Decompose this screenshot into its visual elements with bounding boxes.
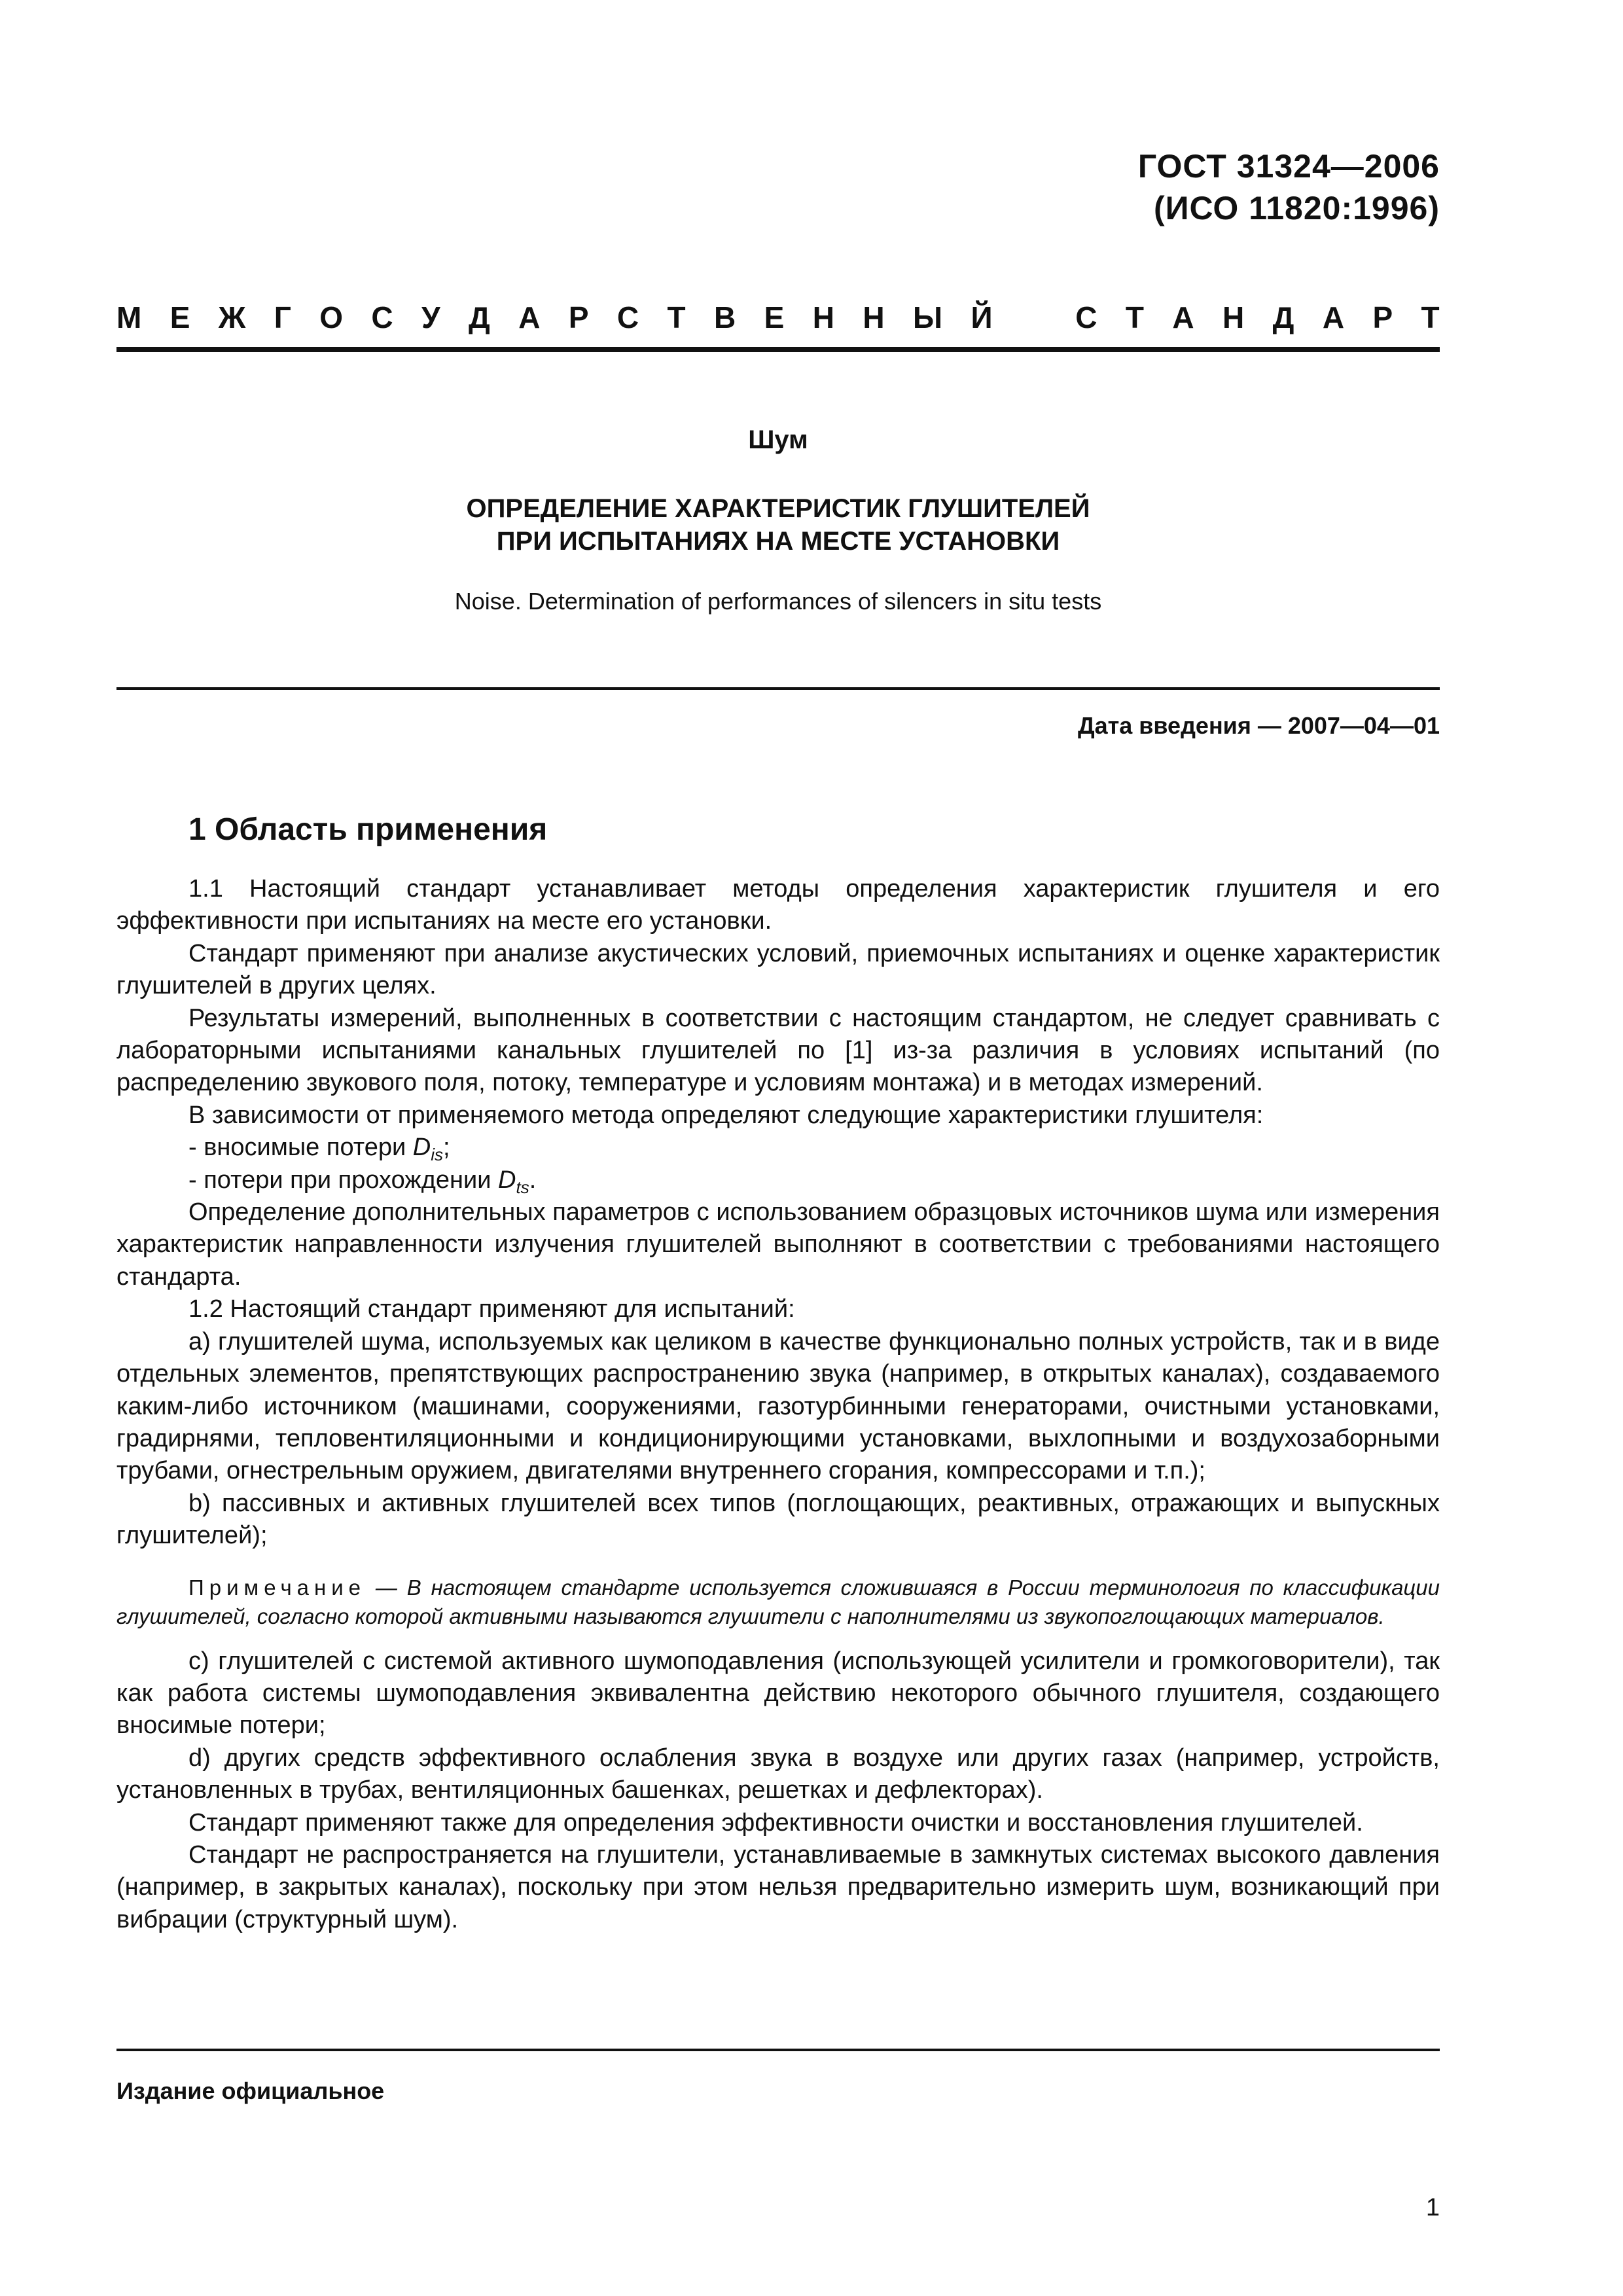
list-item bbox=[116, 1132, 1440, 1164]
title-line-1: ОПРЕДЕЛЕНИЕ ХАРАКТЕРИСТИК ГЛУШИТЕЛЕЙ bbox=[466, 494, 1090, 523]
list-item: а) глушителей шума, используемых как целиком в качестве функционально полных устройств, так и в виде отдельных элементов, препятствующих распространению звука (например, в открытых каналах), создаваемого каким-либо источником (машинами, сооружениями, газотурбинными генераторами, очистными установками, градирнями, тепловентиляционными и кондиционирующими установками, выхлопными и воздухозаборными трубами, огнестрельным оружием, двигателями внутреннего сгорания, компрессорами и т.п.); bbox=[116, 1327, 1440, 1485]
list-item-end: ; bbox=[443, 1134, 450, 1162]
section-body bbox=[116, 873, 1440, 1936]
title-line-2: ПРИ ИСПЫТАНИЯХ НА МЕСТЕ УСТАНОВКИ bbox=[496, 527, 1060, 556]
banner-letter: Й bbox=[971, 300, 993, 334]
note-text: — В настоящем стандарте используется сложившаяся в России терминология по классификации глушителей, согласно которой активными называются глушители с наполнителями из звукопоглощающих материалов. bbox=[116, 1575, 1440, 1628]
banner-letter: С bbox=[1075, 300, 1097, 334]
banner-letter: Г bbox=[274, 300, 291, 334]
symbol-subscript: ts bbox=[516, 1177, 529, 1197]
interstate-standard-banner bbox=[116, 300, 1440, 335]
paragraph: Стандарт применяют при анализе акустических условий, приемочных испытаниях и оценке характеристик глушителей в других целях. bbox=[116, 939, 1440, 1000]
paragraph: Результаты измерений, выполненных в соответствии с настоящим стандартом, не следует сравнивать с лабораторными испытаниями канальных глушителей по [1] из-за различия в условиях испытаний (по распределению звукового поля, потоку, температуре и условиям монтажа) и в методах измерений. bbox=[116, 1004, 1440, 1097]
iso-number: (ИСО 11820:1996) bbox=[1153, 190, 1440, 226]
banner-letter: Н bbox=[812, 300, 834, 334]
banner-divider bbox=[116, 347, 1440, 352]
list-item: b) пассивных и активных глушителей всех типов (поглощающих, реактивных, отражающих и выпускных глушителей); bbox=[116, 1489, 1440, 1550]
banner-letter: Т bbox=[1125, 300, 1145, 334]
banner-letter: С bbox=[616, 300, 639, 334]
banner-letter: О bbox=[319, 300, 344, 334]
banner-letter: Ж bbox=[218, 300, 246, 334]
official-edition: Издание официальное bbox=[116, 2077, 385, 2104]
gost-number: ГОСТ 31324—2006 bbox=[1137, 148, 1440, 185]
effective-date: Дата введения — 2007—04—01 bbox=[1077, 712, 1440, 739]
banner-letter: У bbox=[421, 300, 440, 334]
document-subject: Шум bbox=[748, 425, 808, 454]
paragraph: 1.2 Настоящий стандарт применяют для испытаний: bbox=[188, 1295, 795, 1323]
list-item-end: . bbox=[529, 1166, 537, 1194]
page-number: 1 bbox=[1425, 2194, 1440, 2221]
list-item-text: - потери при прохождении bbox=[188, 1166, 499, 1194]
paragraph: Стандарт не распространяется на глушители, устанавливаемые в замкнутых системах высокого давления (например, в закрытых каналах), поскольку при этом нельзя предварительно измерить шум, возникающий при вибрации (структурный шум). bbox=[116, 1840, 1440, 1933]
banner-letter: А bbox=[518, 300, 541, 334]
document-number bbox=[1138, 145, 1440, 229]
list-item: с) глушителей с системой активного шумоподавления (использующей усилители и громкоговорители), так как работа системы шумоподавления эквивалентна действию некоторого обычного глушителя, создающего вносимые потери; bbox=[116, 1647, 1440, 1740]
paragraph: Определение дополнительных параметров с использованием образцовых источников шума или измерения характеристик направленности излучения глушителей выполняют в соответствии с требованиями настоящего стандарта. bbox=[116, 1198, 1440, 1291]
banner-letter: Е bbox=[169, 300, 190, 334]
banner-letter: В bbox=[714, 300, 736, 334]
list-item-text: - вносимые потери bbox=[188, 1134, 413, 1162]
note bbox=[116, 1573, 1440, 1631]
section-heading: 1 Область применения bbox=[188, 812, 548, 847]
banner-letter: Ы bbox=[913, 300, 943, 334]
banner-letter: Т bbox=[667, 300, 686, 334]
paragraph: 1.1 Настоящий стандарт устанавливает методы определения характеристик глушителя и его эффективности при испытаниях на месте его установки. bbox=[116, 875, 1440, 935]
banner-letter: А bbox=[1322, 300, 1345, 334]
symbol-subscript: is bbox=[431, 1145, 444, 1165]
paragraph: В зависимости от применяемого метода определяют следующие характеристики глушителя: bbox=[188, 1101, 1264, 1129]
banner-letter: Р bbox=[568, 300, 589, 334]
banner-letter: М bbox=[116, 300, 142, 334]
banner-letter: Р bbox=[1372, 300, 1393, 334]
banner-letter: А bbox=[1172, 300, 1194, 334]
title-divider bbox=[116, 687, 1440, 690]
banner-letter: Д bbox=[469, 300, 490, 334]
document-title bbox=[116, 492, 1440, 558]
footer-divider bbox=[116, 2049, 1440, 2051]
symbol: D bbox=[412, 1134, 431, 1162]
paragraph: Стандарт применяют также для определения эффективности очистки и восстановления глушителей. bbox=[188, 1808, 1363, 1837]
english-title: Noise. Determination of performances of silencers in situ tests bbox=[454, 588, 1102, 615]
list-item bbox=[116, 1164, 1440, 1196]
note-label: Примечание bbox=[188, 1575, 366, 1600]
banner-letter: Е bbox=[764, 300, 785, 334]
list-item: d) других средств эффективного ослабления звука в воздухе или других газах (например, устройств, установленных в трубах, вентиляционных башенках, решетках и дефлекторах). bbox=[116, 1744, 1440, 1804]
banner-letter: Т bbox=[1421, 300, 1440, 334]
banner-letter: Н bbox=[863, 300, 885, 334]
banner-letter: Д bbox=[1272, 300, 1294, 334]
banner-letter: Н bbox=[1222, 300, 1245, 334]
symbol: D bbox=[498, 1166, 516, 1194]
banner-letter: С bbox=[371, 300, 393, 334]
